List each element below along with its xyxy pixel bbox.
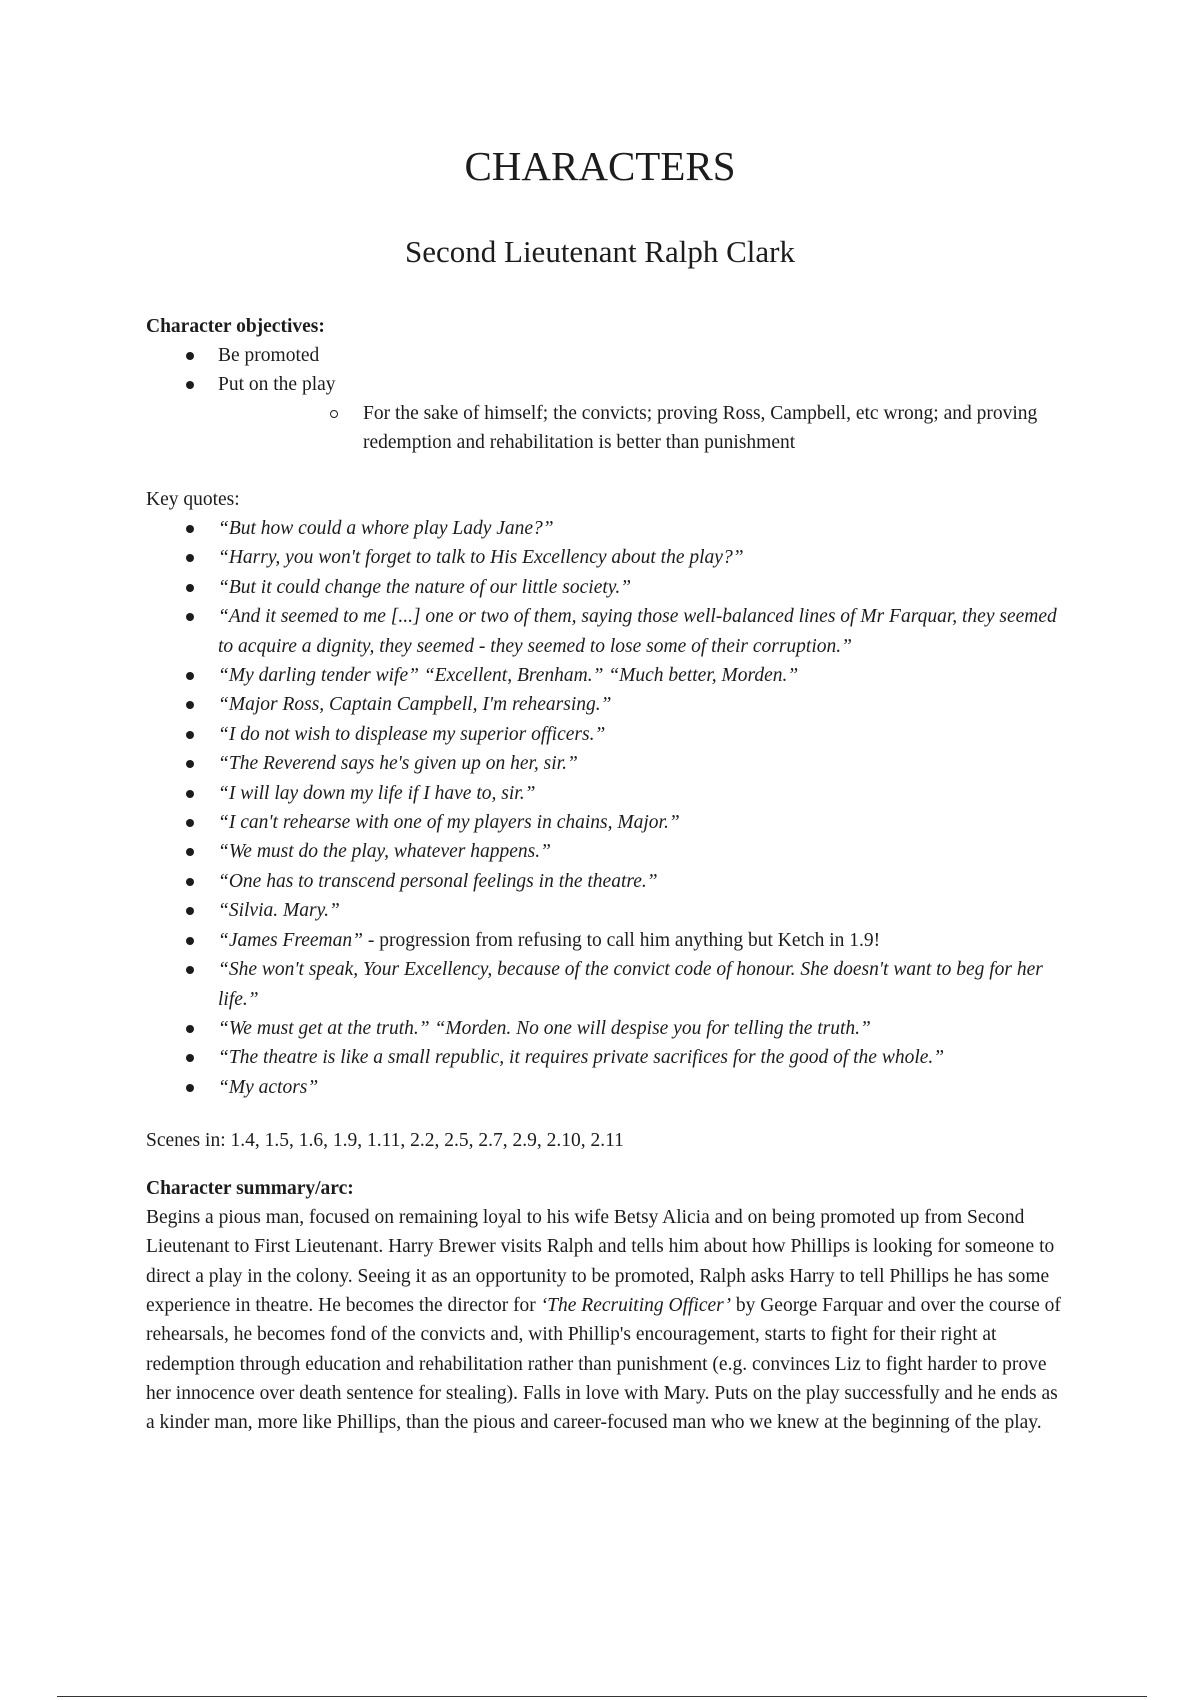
objectives-heading: Character objectives: bbox=[146, 316, 325, 337]
list-item bbox=[146, 370, 1066, 457]
page-bottom-rule bbox=[57, 1696, 1147, 1697]
quote-item: “But how could a whore play Lady Jane?” bbox=[146, 514, 1066, 543]
summary-text-2: by George Farquar and over the course of rehearsals, he becomes fond of the convicts and, with Phillip's encouragement, starts to fight for their right at redemption through education and rehabilitation rather than punishment (e.g. convinces Liz to fight harder to prove her innocence over death sentence for stealing). Falls in love with Mary. Puts on the play successfully and he ends as a kinder man, more like Phillips, than the pious and career-focused man who we knew at the beginning of the play. bbox=[146, 1295, 1061, 1434]
quote-item: “And it seemed to me [...] one or two of them, saying those well-balanced lines of Mr Farquar, they seemed to acquire a dignity, they seemed - they seemed to lose some of their corruption.” bbox=[146, 602, 1066, 661]
quote-item: “Major Ross, Captain Campbell, I'm rehearsing.” bbox=[146, 690, 1066, 719]
quote-item: “The Reverend says he's given up on her, sir.” bbox=[146, 749, 1066, 778]
quote-item: “I can't rehearse with one of my players in chains, Major.” bbox=[146, 808, 1066, 837]
quote-item: “Silvia. Mary.” bbox=[146, 896, 1066, 925]
quote-item: “Harry, you won't forget to talk to His Excellency about the play?” bbox=[146, 543, 1066, 572]
quote-item: “But it could change the nature of our little society.” bbox=[146, 573, 1066, 602]
quote-item: “We must get at the truth.” “Morden. No one will despise you for telling the truth.” bbox=[146, 1014, 1066, 1043]
objectives-list bbox=[146, 341, 1066, 457]
list-item: Be promoted bbox=[146, 341, 1066, 370]
quotes-heading: Key quotes: bbox=[146, 489, 240, 510]
summary-paragraph bbox=[146, 1203, 1066, 1437]
quote-item: “My actors” bbox=[146, 1073, 1066, 1102]
summary-heading: Character summary/arc: bbox=[146, 1178, 354, 1200]
document-body bbox=[146, 312, 1066, 1438]
quote-text: “James Freeman” bbox=[218, 929, 363, 951]
character-name: Second Lieutenant Ralph Clark bbox=[405, 234, 795, 269]
quote-item bbox=[146, 926, 1066, 955]
quote-item: “I will lay down my life if I have to, sir.” bbox=[146, 779, 1066, 808]
quote-item: “My darling tender wife” “Excellent, Brenham.” “Much better, Morden.” bbox=[146, 661, 1066, 690]
quote-item: “I do not wish to displease my superior officers.” bbox=[146, 720, 1066, 749]
objectives-sublist bbox=[218, 399, 1066, 457]
summary-text-1: Begins a pious man, focused on remaining loyal to his wife Betsy Alicia and on being promoted up from Second Lieutenant to First Lieutenant. Harry Brewer visits Ralph and tells him about how Phillips is looking for someone to direct a play in the colony. Seeing it as an opportunity to be promoted, Ralph asks Harry to tell Phillips he has some experience in theatre. He becomes the director for bbox=[146, 1207, 1055, 1317]
quote-item: “We must do the play, whatever happens.” bbox=[146, 837, 1066, 866]
list-item-text: Put on the play bbox=[218, 374, 336, 395]
quotes-list bbox=[146, 514, 1066, 1102]
scenes-line: Scenes in: 1.4, 1.5, 1.6, 1.9, 1.11, 2.2, 2.5, 2.7, 2.9, 2.10, 2.11 bbox=[146, 1130, 624, 1152]
quote-item: “The theatre is like a small republic, it requires private sacrifices for the good of the whole.” bbox=[146, 1043, 1066, 1072]
sub-list-item: For the sake of himself; the convicts; proving Ross, Campbell, etc wrong; and proving redemption and rehabilitation is better than punishment bbox=[218, 399, 1066, 457]
quote-note: - progression from refusing to call him anything but Ketch in 1.9! bbox=[362, 929, 881, 951]
quote-item: “One has to transcend personal feelings in the theatre.” bbox=[146, 867, 1066, 896]
page-title: CHARACTERS bbox=[464, 143, 736, 189]
play-title: ‘The Recruiting Officer’ bbox=[540, 1295, 731, 1317]
quote-item: “She won't speak, Your Excellency, because of the convict code of honour. She doesn't want to beg for her life.” bbox=[146, 955, 1066, 1014]
